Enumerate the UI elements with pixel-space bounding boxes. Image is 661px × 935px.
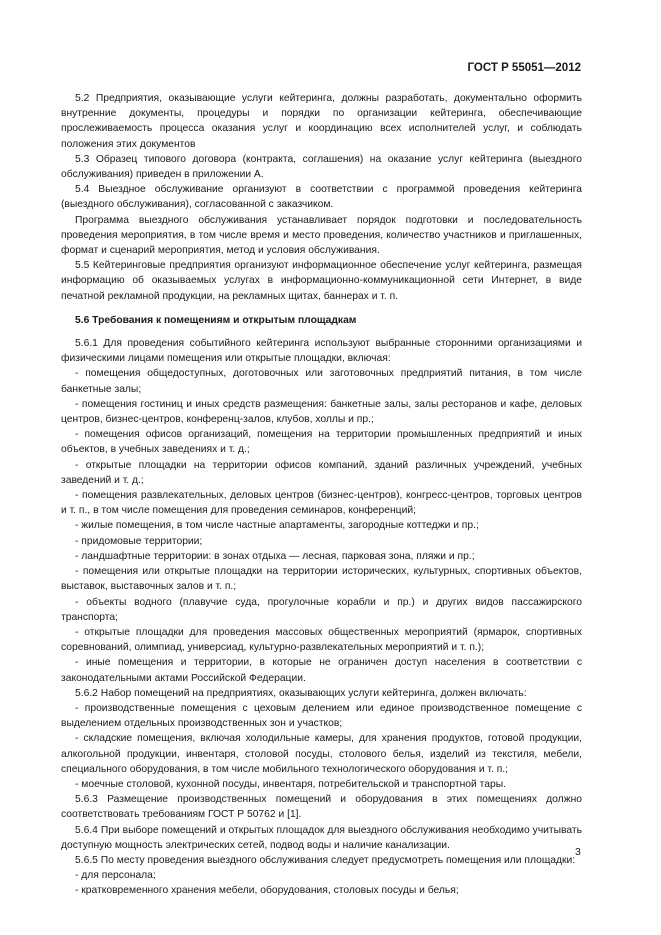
paragraph: Программа выездного обслуживания устанавливает порядок подготовки и последовательность проведения мероприятия, в том числе время и место проведения, количество участников и приглашенных, формат и сценарий мероприятия, метод и условия обслуживания. [61, 214, 582, 257]
paragraph: 5.4 Выездное обслуживание организуют в соответствии с программой проведения кейтеринга (выездного обслуживания), согласованной с заказчиком. [61, 184, 582, 211]
list-item: - производственные помещения с цеховым делением или единое производственное помещение с выделением отдельных производственных зон и участков; [61, 702, 582, 730]
list-item: - жилые помещения, в том числе частные апартаменты, загородные коттеджи и пр.; [75, 520, 479, 532]
paragraph: 5.6.3 Размещение производственных помещений и оборудования в этих помещениях должно соответствовать требованиям ГОСТ Р 50762 и [1]. [61, 794, 582, 821]
list-item: - придомовые территории; [75, 535, 203, 547]
list-item: - складские помещения, включая холодильные камеры, для хранения продуктов, готовой продукции, алкогольной продукции, инвентаря, столовой посуды, столового белья, изделий из текстиля, мебели, специального оборудования, в том числе мобильного технологического оборудования и т. п.; [61, 733, 582, 775]
paragraph: 5.6.4 При выборе помещений и открытых площадок для выездного обслуживания необходимо учитывать доступную мощность электрических сетей, подвод воды и наличие канализации. [61, 824, 582, 851]
paragraph: 5.5 Кейтеринговые предприятия организуют информационное обеспечение услуг кейтеринга, размещая информацию об оказываемых услугах в информационно-коммуникационной сети Интернет, в виде печатной рекламной продукции, на рекламных щитах, баннерах и т. п. [61, 260, 582, 302]
paragraph: 5.6.2 Набор помещений на предприятиях, оказывающих услуги кейтеринга, должен включать: [75, 687, 527, 699]
list-item: - для персонала; [75, 870, 156, 882]
list-item: - ландшафтные территории: в зонах отдыха — лесная, парковая зона, пляжи и пр.; [75, 550, 475, 562]
paragraph: 5.6.5 По месту проведения выездного обслуживания следует предусмотреть помещения или площадки: [75, 854, 576, 866]
list-item: - помещения развлекательных, деловых центров (бизнес-центров), конгресс-центров, торговых центров и т. п., в том числе помещения для проведения семинаров, конференций; [61, 490, 582, 517]
list-item: - открытые площадки на территории офисов компаний, зданий различных учреждений, учебных заведений и т. д.; [61, 459, 582, 486]
list-item: - помещения офисов организаций, помещения на территории промышленных предприятий и иных объектов, в учебных заведениях и т. д.; [61, 429, 582, 456]
list-item: - помещения общедоступных, доготовочных или заготовочных предприятий питания, в том числе банкетные залы; [61, 368, 582, 395]
list-item: - иные помещения и территории, в которые не ограничен доступ населения в соответствии с законодательными актами Российской Федерации. [61, 657, 582, 684]
paragraph: 5.6.1 Для проведения событийного кейтеринга используют выбранные сторонними организациями и физическими лицами помещения или открытые площадки, включая: [61, 338, 582, 365]
list-item: - открытые площадки для проведения массовых общественных мероприятий (ярмарок, спортивных соревнований, олимпиад, универсиад, культурно-развлекательных мероприятий и т. п.); [61, 626, 582, 654]
list-item: - помещения гостиниц и иных средств размещения: банкетные залы, залы ресторанов и кафе, деловых центров, бизнес-центров, конференц-залов, клубов, холлы и пр.; [61, 398, 582, 426]
document-body [61, 91, 582, 899]
document-header: ГОСТ Р 55051—2012 [467, 62, 581, 74]
list-item: - помещения или открытые площадки на территории исторических, культурных, спортивных объектов, выставок, выставочных залов и т. п.; [61, 566, 582, 593]
list-item: - кратковременного хранения мебели, оборудования, столовых посуды и белья; [75, 885, 459, 897]
list-item: - объекты водного (плавучие суда, прогулочные корабли и пр.) и других видов пассажирского транспорта; [61, 596, 582, 623]
paragraph: 5.3 Образец типового договора (контракта, соглашения) на оказание услуг кейтеринга (выездного обслуживания) приведен в приложении А. [61, 153, 582, 181]
section-title: 5.6 Требования к помещениям и открытым площадкам [75, 314, 357, 326]
paragraph: 5.2 Предприятия, оказывающие услуги кейтеринга, должны разработать, документально оформить внутренние документы, процедуры и порядки по организации кейтеринга, обеспечивающие прослеживаемость процесса оказания услуг и координацию всех исполнителей услуг, и соблюдать положения этих документов [61, 93, 582, 150]
list-item: - моечные столовой, кухонной посуды, инвентаря, потребительской и транспортной тары. [75, 778, 506, 790]
page-number: 3 [575, 846, 581, 858]
